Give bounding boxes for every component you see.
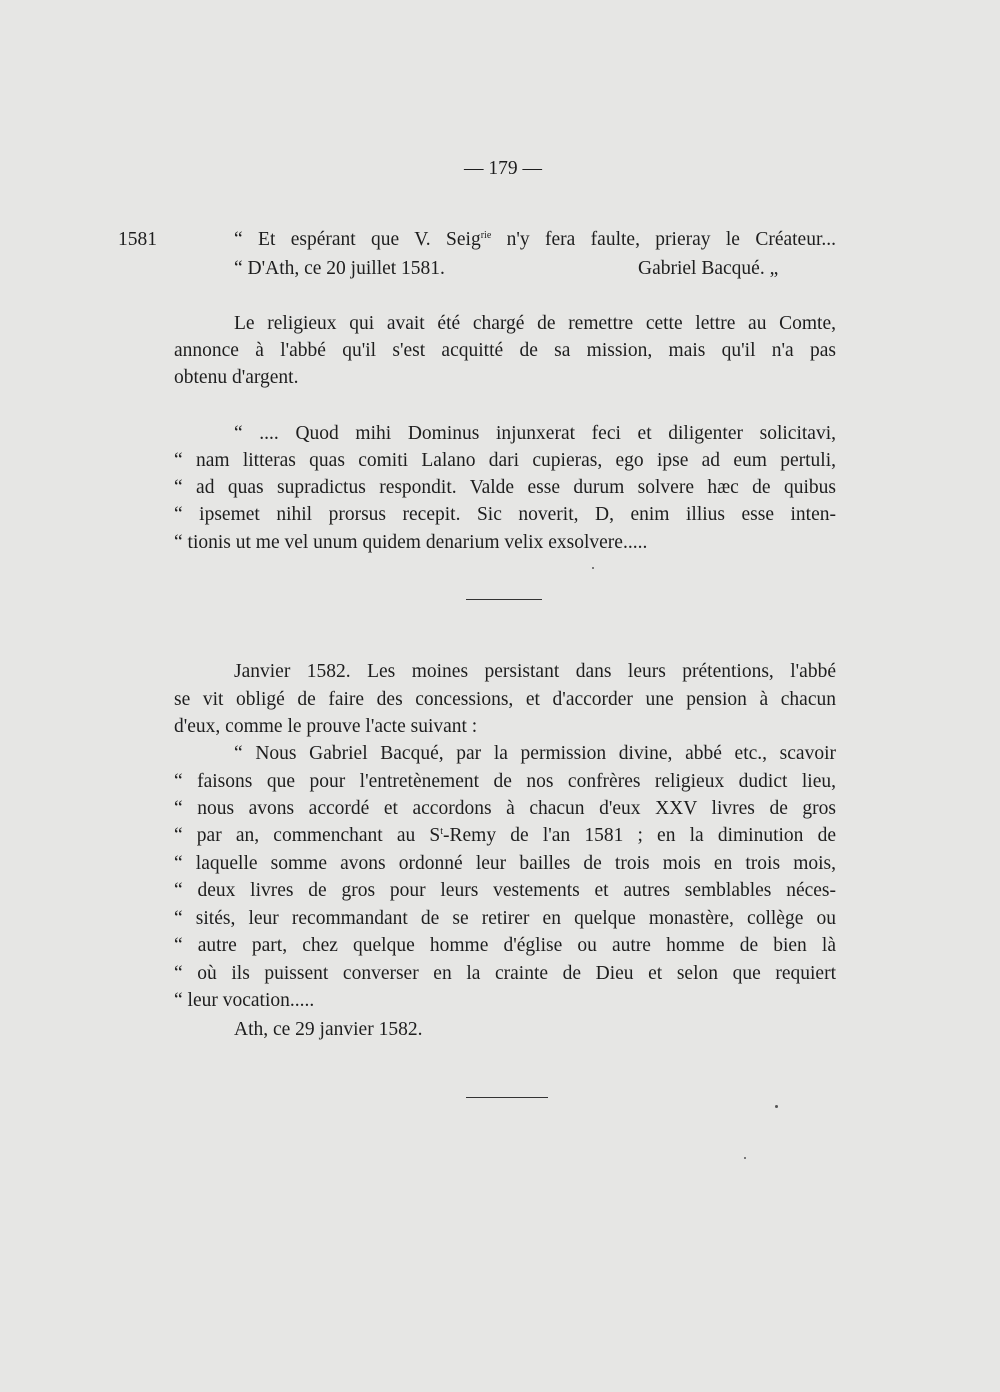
quote-mark: “ (234, 229, 243, 250)
signoff-line: Ath, ce 29 janvier 1582. (234, 1019, 423, 1040)
section-divider (466, 599, 542, 600)
paper-speck (744, 1157, 746, 1159)
paper-speck (592, 567, 594, 569)
act-quote-line (174, 823, 836, 849)
latin-quote-line: “ tionis ut me vel unum quidem denarium velix exsolvere..... (174, 532, 648, 553)
letter-signature: Gabriel Bacqué. „ (638, 258, 779, 279)
closing-text-a: Et espérant que V. Seig (258, 229, 481, 250)
paragraph2-line: d'eux, comme le prouve l'acte suivant : (174, 716, 478, 737)
paragraph2-line: Janvier 1582. Les moines persistant dans leurs prétentions, l'abbé (234, 661, 836, 682)
act-quote-line: “ autre part, chez quelque homme d'église ou autre homme de bien là (174, 935, 836, 956)
act-quote-line: “ laquelle somme avons ordonné leur bailles de trois mois en trois mois, (174, 853, 836, 874)
closing-superscript: rie (480, 230, 492, 241)
latin-quote-line: “ ipsemet nihil prorsus recepit. Sic noverit, D, enim illius esse inten- (174, 504, 836, 525)
act-text-a: “ par an, commenchant au S (174, 825, 441, 846)
act-quote-line: “ où ils puissent converser en la crainte de Dieu et selon que requiert (174, 963, 836, 984)
paragraph2-line: se vit obligé de faire des concessions, et d'accorder une pension à chacun (174, 689, 836, 710)
end-divider (466, 1097, 548, 1098)
paragraph1-line: Le religieux qui avait été chargé de remettre cette lettre au Comte, (234, 313, 836, 334)
act-text-b: -Remy de l'an 1581 ; en la diminution de (443, 825, 836, 846)
act-quote-line: “ leur vocation..... (174, 990, 315, 1011)
act-superscript: t (440, 826, 444, 837)
act-quote-line: “ faisons que pour l'entretènement de nos confrères religieux dudict lieu, (174, 771, 836, 792)
margin-year: 1581 (118, 229, 157, 250)
closing-text-b: n'y fera faulte, prieray le Créateur... (491, 229, 837, 250)
act-quote-line: “ Nous Gabriel Bacqué, par la permission divine, abbé etc., scavoir (234, 743, 836, 764)
paragraph1-line: annonce à l'abbé qu'il s'est acquitté de sa mission, mais qu'il n'a pas (174, 340, 836, 361)
latin-quote-line: “ .... Quod mihi Dominus injunxerat feci et diligenter solicitavi, (234, 423, 836, 444)
letter-closing-line (234, 227, 836, 253)
paper-speck (775, 1105, 778, 1108)
paragraph1-line: obtenu d'argent. (174, 367, 299, 388)
act-quote-line: “ sités, leur recommandant de se retirer en quelque monastère, collège ou (174, 908, 836, 929)
page-number: — 179 — (464, 158, 542, 179)
letter-date-line: “ D'Ath, ce 20 juillet 1581. (234, 258, 445, 279)
latin-quote-line: “ nam litteras quas comiti Lalano dari cupieras, ego ipse ad eum pertuli, (174, 450, 836, 471)
act-quote-line: “ deux livres de gros pour leurs vestements et autres semblables néces- (174, 880, 836, 901)
act-quote-line: “ nous avons accordé et accordons à chacun d'eux XXV livres de gros (174, 798, 836, 819)
latin-quote-line: “ ad quas supradictus respondit. Valde esse durum solvere hæc de quibus (174, 477, 836, 498)
